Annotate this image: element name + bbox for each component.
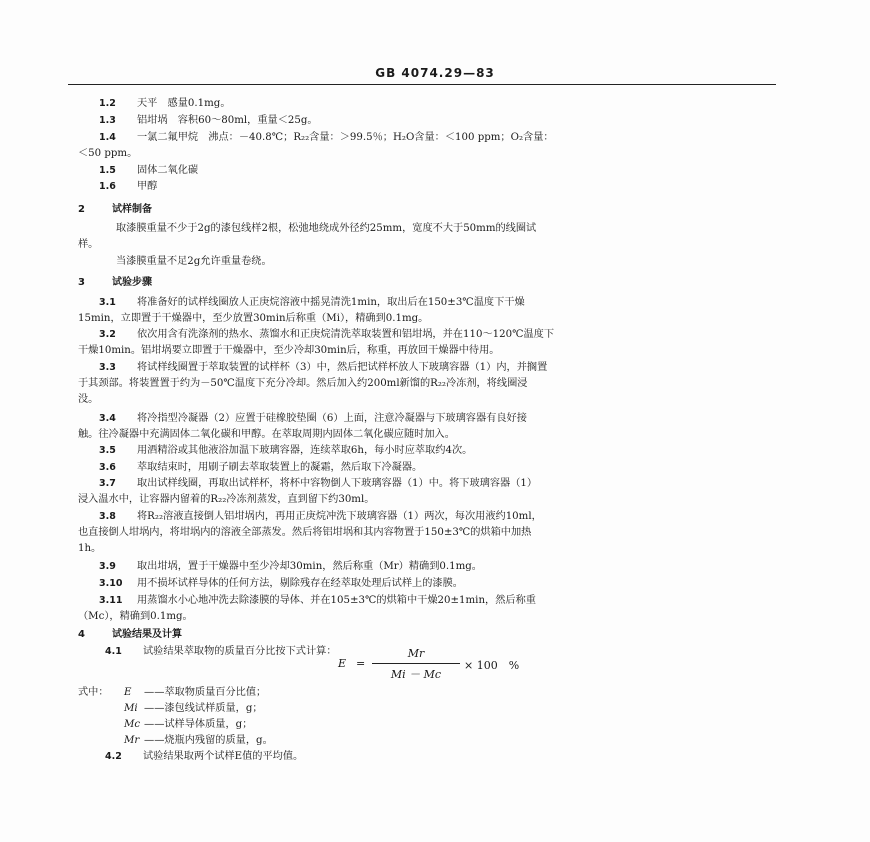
- result-formula: [338, 647, 528, 683]
- step-4-2: 4.2 试验结果取两个试样E值的平均值。: [105, 751, 304, 762]
- step-3-6: 3.6 萃取结束时，用刷子刷去萃取装置上的凝霜，然后取下冷凝器。: [99, 462, 423, 473]
- section-2-heading: 2 试样制备: [78, 204, 152, 215]
- step-3-7: 3.7 取出试样线圈，再取出试样杯，将杯中容物倒人下玻璃容器（1）中。将下玻璃容器（1）: [99, 478, 538, 489]
- section-3-heading: 3 试验步骤: [78, 277, 152, 288]
- formula-denominator: Mi － Mc: [390, 668, 442, 681]
- section-2-para-1-cont: 样。: [78, 239, 99, 250]
- item-1-4-cont: ＜50 ppm。: [78, 148, 138, 159]
- formula-fraction-bar: [372, 663, 460, 664]
- step-3-9: 3.9 取出坩埚，置于干燥器中至少冷却30min，然后称重（Mr）精确到0.1mg。: [99, 561, 482, 572]
- where-line-mc: Mc ——试样导体质量，g；: [124, 719, 253, 730]
- formula-lhs: E: [338, 657, 347, 670]
- step-3-2-cont: 干燥10min。铝坩埚要立即置于干燥器中，至少冷却30min后，称重，再放回干燥器中待用。: [78, 345, 500, 356]
- step-3-4-cont: 触。往冷凝器中充满固体二氧化碳和甲醇。在萃取周期内固体二氧化碳应随时加入。: [78, 429, 455, 440]
- section-4-heading: 4 试验结果及计算: [78, 629, 182, 640]
- item-1-5: 1.5 固体二氧化碳: [99, 165, 199, 176]
- step-3-8-cont-2: 1h。: [78, 543, 102, 554]
- where-line-mi: Mi ——漆包线试样质量，g；: [124, 703, 263, 714]
- header-rule: [68, 84, 776, 85]
- where-line-mr: Mr ——烧瓶内残留的质量，g。: [124, 735, 273, 746]
- step-3-4: 3.4 将冷指型冷凝器（2）应置于硅橡胶垫圈（6）上面，注意冷凝器与下玻璃容器有良好接: [99, 413, 527, 424]
- item-1-3: 1.3 铝坩埚 容积60～80ml，重量＜25g。: [99, 115, 318, 126]
- formula-equals: =: [356, 657, 366, 670]
- step-3-11: 3.11 用蒸馏水小心地冲洗去除漆膜的导体、并在105±3℃的烘箱中干燥20±1min，然后称重: [99, 595, 536, 606]
- section-2-para-2: 当漆膜重量不足2g允许重量卷绕。: [116, 256, 272, 267]
- step-3-1-cont: 15min，立即置于干燥器中，至少放置30min后称重（Mi），精确到0.1mg。: [78, 313, 429, 324]
- where-line-e: 式中： E ——萃取物质量百分比值；: [78, 687, 267, 698]
- step-3-5: 3.5 用酒精浴或其他液浴加温下玻璃容器，连续萃取6h，每小时应萃取约4次。: [99, 445, 473, 456]
- item-1-2: 1.2 天平 感量0.1mg。: [99, 98, 231, 109]
- step-3-3-cont: 于其颈部。将装置置于约为－50℃温度下充分冷却。然后加入约200ml新馏的R₂₂冷冻剂，将线圈浸: [78, 378, 528, 389]
- formula-numerator: Mr: [407, 647, 425, 660]
- item-1-6: 1.6 甲醇: [99, 181, 158, 192]
- step-3-8-cont: 也直接倒人坩埚内，将坩埚内的溶液全部蒸发。然后将铝坩埚和其内容物置于150±3℃的烘箱中加热: [78, 527, 532, 538]
- step-3-7-cont: 浸入温水中，让容器内留着的R₂₂冷冻剂蒸发，直到留下约30ml。: [78, 494, 375, 505]
- step-3-10: 3.10 用不损坏试样导体的任何方法，剔除残存在经萃取处理后试样上的漆膜。: [99, 578, 463, 589]
- formula-multiplier: × 100 %: [464, 659, 520, 672]
- step-3-2: 3.2 依次用含有洗涤剂的热水、蒸馏水和正庚烷清洗萃取装置和铝坩埚，并在110～120℃温度下: [99, 329, 555, 340]
- step-3-3: 3.3 将试样线圈置于萃取装置的试样杯（3）中，然后把试样杯放人下玻璃容器（1）内，并搁置: [99, 362, 548, 373]
- step-3-11-cont: （Mc），精确到0.1mg。: [78, 611, 193, 622]
- step-3-3-cont-2: 没。: [78, 394, 99, 405]
- standard-code-header: GB 4074.29—83: [375, 66, 495, 80]
- step-3-8: 3.8 将R₂₂溶液直接倒人铝坩埚内，再用正庚烷冲洗下玻璃容器（1）两次，每次用液约10ml，: [99, 511, 542, 522]
- step-4-1: 4.1 试验结果萃取物的质量百分比按下式计算：: [105, 646, 337, 657]
- section-2-para-1: 取漆膜重量不少于2g的漆包线样2根，松弛地绕成外径约25mm，宽度不大于50mm的线圈试: [116, 223, 537, 234]
- step-3-1: 3.1 将准备好的试样线圈放人正庚烷溶液中摇晃清洗1min，取出后在150±3℃温度下干燥: [99, 297, 525, 308]
- item-1-4: 1.4 一氯二氟甲烷 沸点：－40.8℃；R₂₂含量：＞99.5％；H₂O含量：＜100 ppm；O₂含量：: [99, 132, 554, 143]
